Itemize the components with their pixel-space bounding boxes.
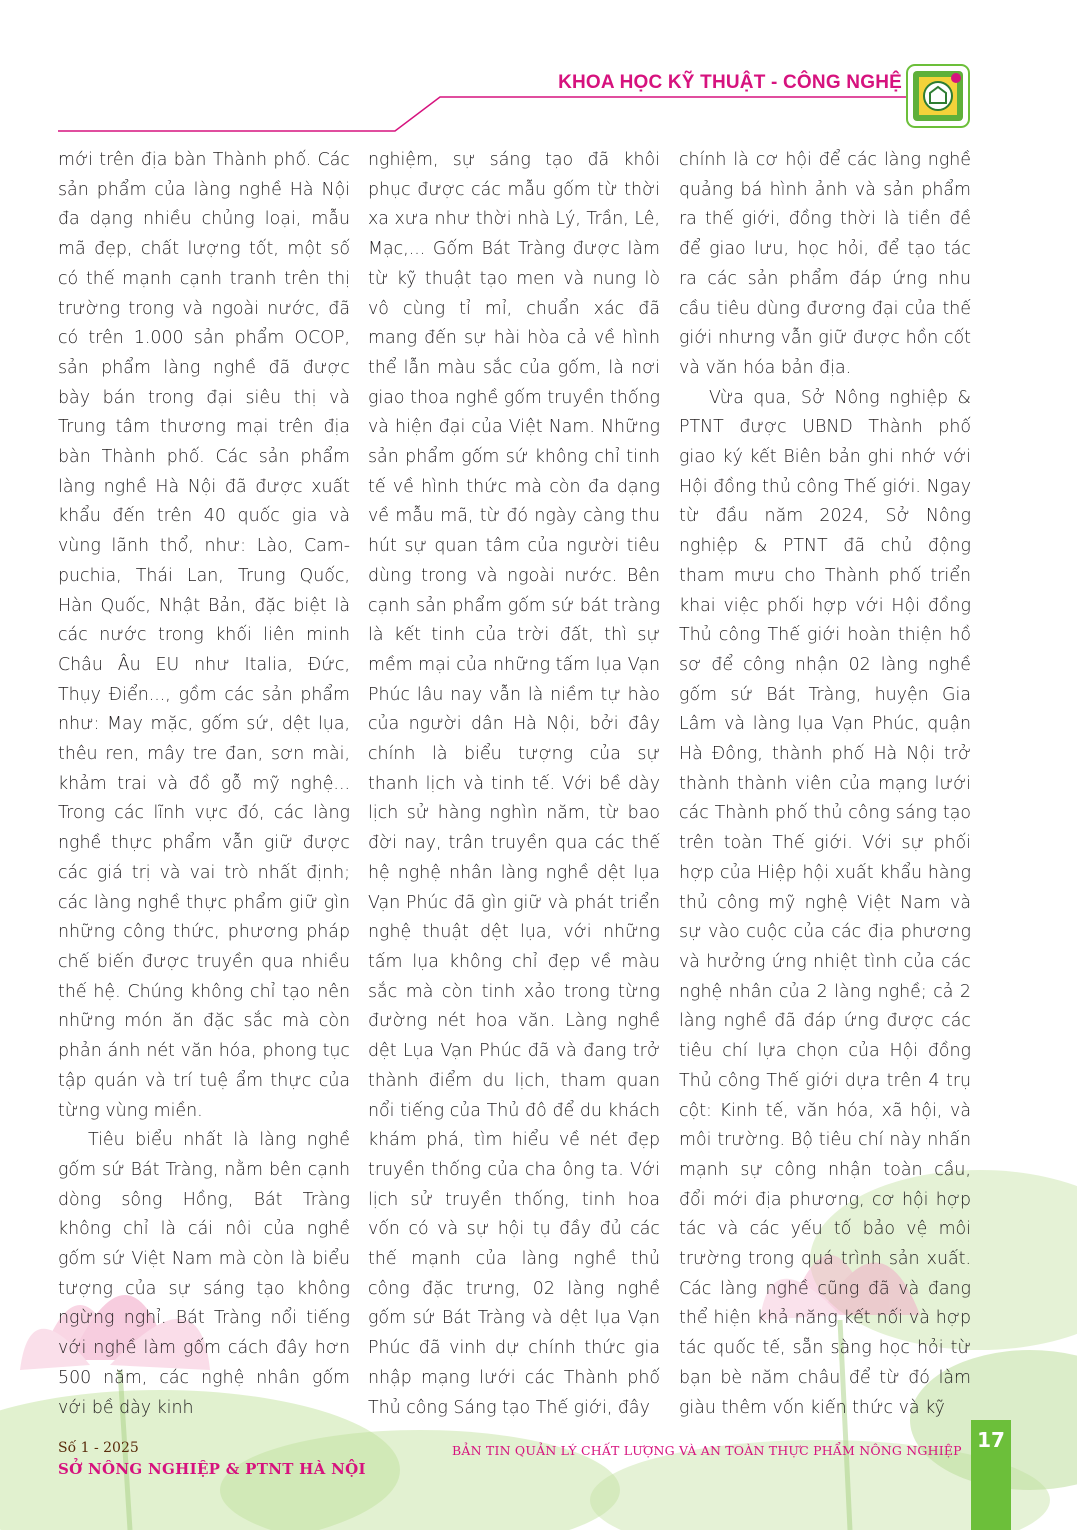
hanoi-emblem-logo-icon bbox=[905, 63, 971, 129]
paragraph: chính là cơ hội để các làng nghề quảng bá hình ảnh và sản phẩm ra thế giới, đồng thời là tiền đề để giao lưu, học hỏi, để tạo tác ra các sản phẩm đáp ứng nhu cầu tiêu dùng đương đại của thế giới nhưng vẫn giữ được hồn cốt và văn hóa bản địa. bbox=[679, 150, 971, 378]
paragraph: Tiêu biểu nhất là làng nghề gốm sứ Bát Tràng, nằm bên cạnh dòng sông Hồng, Bát Tràng không chỉ là cái nôi của nghề gốm sứ Việt Nam mà còn là biểu tượng của sự sáng tạo không ngừng nghỉ. Bát Tràng nổi tiếng với nghề làm gốm cách đây hơn 500 năm, các nghệ nhân gốm với bề dày kinh bbox=[58, 1130, 350, 1418]
text-column-3 bbox=[679, 146, 971, 1423]
paragraph: mới trên địa bàn Thành phố. Các sản phẩm của làng nghề Hà Nội đa dạng nhiều chủng loại, mẫu mã đẹp, chất lượng tốt, một số có thế mạnh cạnh tranh trên thị trường trong và ngoài nước, đã có trên 1.000 sản phẩm OCOP, sản phẩm làng nghề đã được bày bán trong đại siêu thị và Trung tâm thương mại trên địa bàn Thành phố. Các sản phẩm làng nghề Hà Nội đã được xuất khẩu đến trên 40 quốc gia và vùng lãnh thổ, như: Lào, Cam-puchia, Thái Lan, Trung Quốc, Hàn Quốc, Nhật Bản, đặc biệt là các nước trong khối liên minh Châu Âu EU như Italia, Đức, Thụy Điển..., gồm các sản phẩm như: May mặc, gốm sứ, dệt lụa, thêu ren, mây tre đan, sơn mài, khảm trai và đồ gỗ mỹ nghệ... Trong các lĩnh vực đó, các làng nghề thực phẩm vẫn giữ được các giá trị và vai trò nhất định; các làng nghề thực phẩm giữ gìn những công thức, phương pháp chế biến được truyền qua nhiều thế hệ. Chúng không chỉ tạo nên những món ăn đặc sắc mà còn phản ánh nét văn hóa, phong tục tập quán và trí tuệ ẩm thực của từng vùng miền. bbox=[58, 150, 350, 1121]
text-column-1 bbox=[58, 146, 350, 1423]
page-number: 17 bbox=[977, 1428, 1005, 1452]
bulletin-title: BẢN TIN QUẢN LÝ CHẤT LƯỢNG VÀ AN TOÀN THỰC PHẨM NÔNG NGHIỆP bbox=[452, 1443, 962, 1458]
issue-number: Số 1 - 2025 bbox=[58, 1440, 139, 1456]
paragraph: nghiệm, sự sáng tạo đã khôi phục được các mẫu gốm từ thời xa xưa như thời nhà Lý, Trần, Lê, Mạc,... Gốm Bát Tràng được làm từ kỹ thuật tạo men và nung lò vô cùng tỉ mỉ, chuẩn xác đã mang đến sự hài hòa cả về hình thể lẫn màu sắc của gốm, là nơi giao thoa nghề gốm truyền thống và hiện đại của Việt Nam. Những sản phẩm gốm sứ không chỉ tinh tế về hình thức mà còn đa dạng về mẫu mã, từ đó ngày càng thu hút sự quan tâm của người tiêu dùng trong và ngoài nước. Bên cạnh sản phẩm gốm sứ bát tràng là kết tinh của trời đất, thì sự mềm mại của những tấm lụa Vạn Phúc lâu nay vẫn là niềm tự hào của người dân Hà Nội, bởi đây chính là biểu tượng của sự thanh lịch và tinh tế. Với bề dày lịch sử hàng nghìn năm, từ bao đời nay, trân truyền qua các thế hệ nghệ nhân làng nghề dệt lụa Vạn Phúc đã gìn giữ và phát triển nghệ thuật dệt lụa, với những tấm lụa không chỉ đẹp về màu sắc mà còn tinh xảo trong từng đường nét hoa văn. Làng nghề dệt Lụa Vạn Phúc đã và đang trở thành điểm du lịch, tham quan nổi tiếng của Thủ đô để du khách khám phá, tìm hiểu về nét đẹp truyền thống của cha ông ta. Với lịch sử truyền thống, tinh hoa vốn có và sự hội tụ đầy đủ các thế mạnh của làng nghề thủ công đặc trưng, 02 làng nghề gốm sứ Bát Tràng và dệt lụa Vạn Phúc đã vinh dự chính thức gia nhập mạng lưới các Thành phố Thủ công Sáng tạo Thế giới, đây bbox=[368, 150, 660, 1418]
department-name: SỞ NÔNG NGHIỆP & PTNT HÀ NỘI bbox=[58, 1460, 366, 1478]
text-column-2 bbox=[368, 146, 660, 1423]
paragraph: Vừa qua, Sở Nông nghiệp & PTNT được UBND Thành phố giao ký kết Biên bản ghi nhớ với Hội đồng thủ công Thế giới. Ngay từ đầu năm 2024, Sở Nông nghiệp & PTNT đã chủ động tham mưu cho Thành phố triển khai việc phối hợp với Hội đồng Thủ công Thế giới hoàn thiện hồ sơ để công nhận 02 làng nghề gốm sứ Bát Tràng, huyện Gia Lâm và làng lụa Vạn Phúc, quận Hà Đông, thành phố Hà Nội trở thành thành viên của mạng lưới các Thành phố thủ công sáng tạo trên toàn Thế giới. Với sự phối hợp của Hiệp hội xuất khẩu hàng thủ công mỹ nghệ Việt Nam và sự vào cuộc của các địa phương và hưởng ứng nhiệt tình của các nghệ nhân của 2 làng nghề; cả 2 làng nghề đã đáp ứng được các tiêu chí lựa chọn của Hội đồng Thủ công Thế giới dựa trên 4 trụ cột: Kinh tế, văn hóa, xã hội, và môi trường. Bộ tiêu chí này nhấn mạnh sự công nhận toàn cầu, đổi mới địa phương, cơ hội hợp tác và các yếu tố bảo vệ môi trường trong quá trình sản xuất. Các làng nghề cũng đã và đang thể hiện khả năng kết nối và hợp tác quốc tế, sẵn sàng học hỏi từ bạn bè năm châu để từ đó làm giàu thêm vốn kiến thức và kỹ bbox=[679, 387, 971, 1418]
section-title: KHOA HỌC KỸ THUẬT - CÔNG NGHỆ bbox=[558, 72, 902, 93]
